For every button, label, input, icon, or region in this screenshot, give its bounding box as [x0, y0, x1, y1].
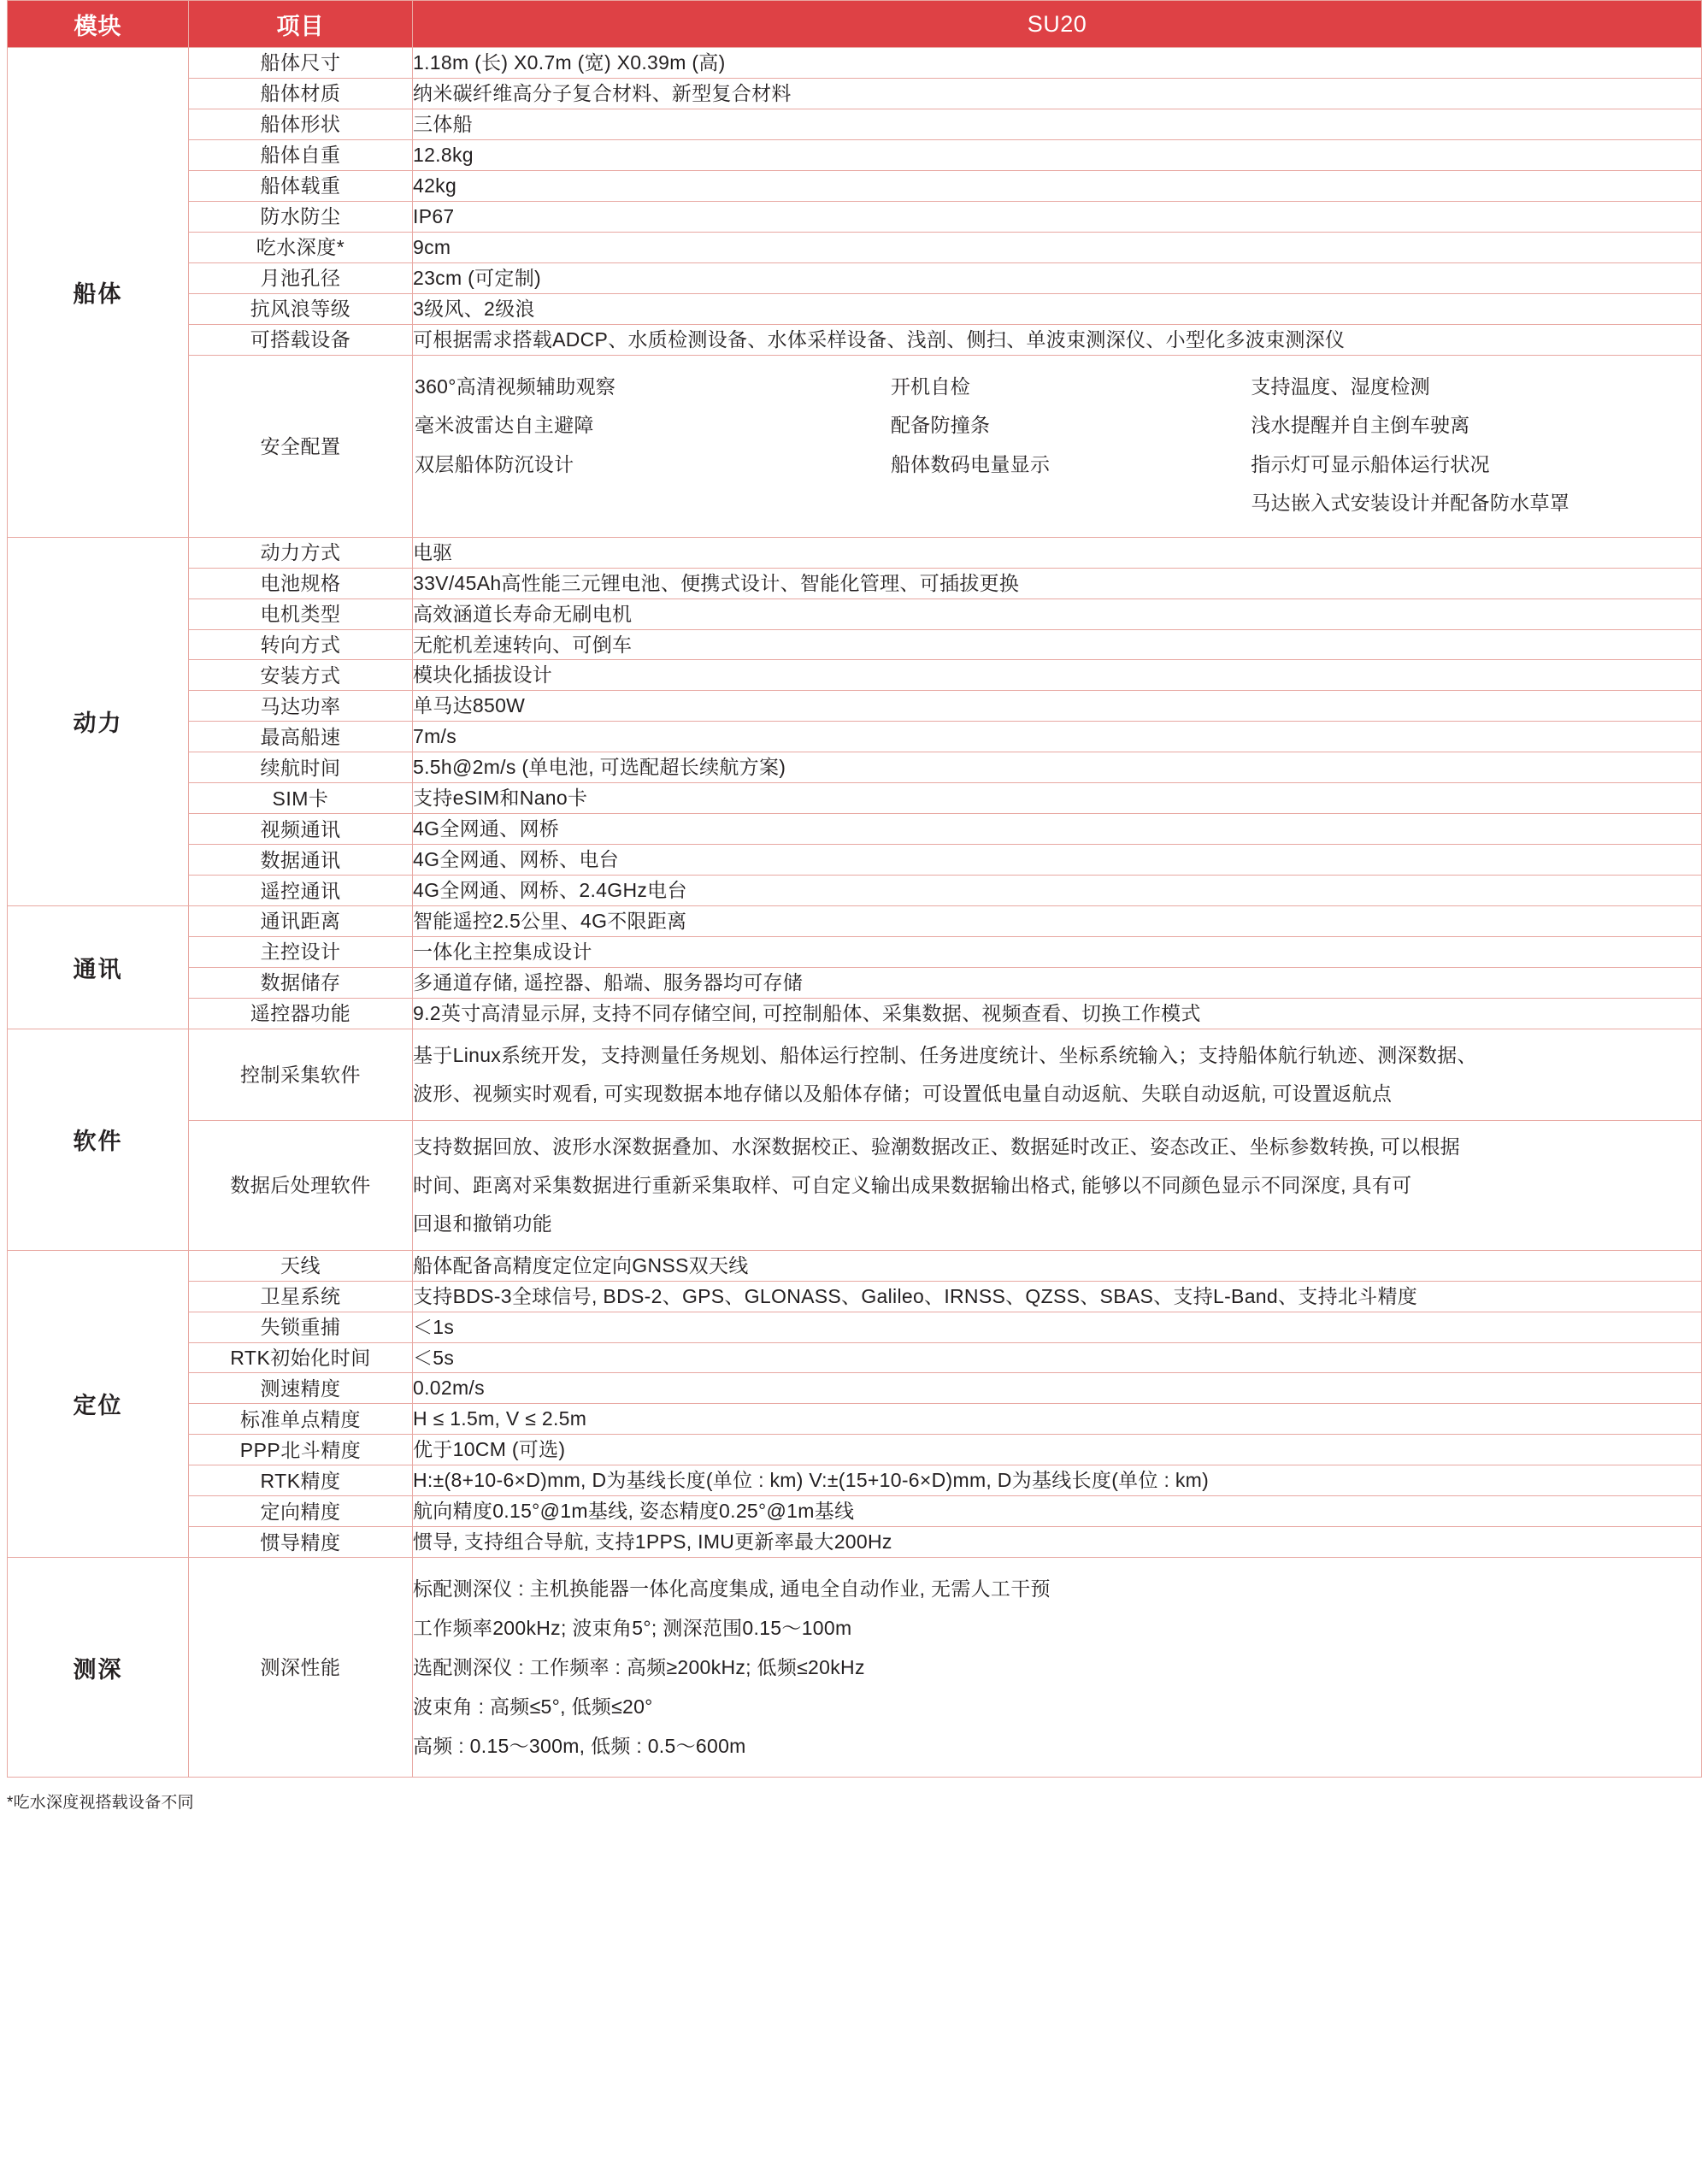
- item-value: 无舵机差速转向、可倒车: [413, 629, 1702, 660]
- item-label: 船体载重: [189, 170, 413, 201]
- item-label: 船体尺寸: [189, 48, 413, 79]
- safety-entry: 双层船体防沉设计: [415, 452, 574, 475]
- table-row: [8, 537, 1702, 568]
- table-row: [8, 109, 1702, 139]
- item-label: 测深性能: [189, 1558, 413, 1778]
- value-line: 时间、距离对采集数据进行重新采集取样、可自定义输出成果数据输出格式, 能够以不同颜色显示不同深度, 具有可: [413, 1173, 1412, 1196]
- item-value: 42kg: [413, 170, 1702, 201]
- table-row: [8, 752, 1702, 783]
- item-label: 主控设计: [189, 937, 413, 968]
- item-label: 可搭载设备: [189, 324, 413, 355]
- item-value: 智能遥控2.5公里、4G不限距离: [413, 906, 1702, 937]
- item-label: 安装方式: [189, 660, 413, 691]
- table-row: [8, 937, 1702, 968]
- table-row: [8, 568, 1702, 598]
- value-line: 基于Linux系统开发，支持测量任务规划、船体运行控制、任务进度统计、坐标系统输入；支持船体航行轨迹、测深数据、: [413, 1043, 1477, 1066]
- table-head: [8, 1, 1702, 48]
- item-value: 12.8kg: [413, 139, 1702, 170]
- item-value: IP67: [413, 201, 1702, 232]
- table-row: [8, 845, 1702, 876]
- item-value-safety: [413, 355, 1702, 537]
- specification-table: [7, 0, 1702, 1778]
- table-row: [8, 293, 1702, 324]
- table-row: [8, 722, 1702, 752]
- item-value: 可根据需求搭载ADCP、水质检测设备、水体采样设备、浅剖、侧扫、单波束测深仪、小型化多波束测深仪: [413, 324, 1702, 355]
- table-row: [8, 78, 1702, 109]
- safety-column-2: [891, 368, 1251, 523]
- item-label: 马达功率: [189, 691, 413, 722]
- item-label: 船体形状: [189, 109, 413, 139]
- item-label: 动力方式: [189, 537, 413, 568]
- item-value: 支持eSIM和Nano卡: [413, 783, 1702, 814]
- item-label: RTK精度: [189, 1465, 413, 1496]
- item-value: 船体配备高精度定位定向GNSS双天线: [413, 1250, 1702, 1281]
- item-label: 控制采集软件: [189, 1029, 413, 1120]
- item-label: 通讯距离: [189, 906, 413, 937]
- table-body: [8, 48, 1702, 1778]
- table-row: [8, 262, 1702, 293]
- module-cell-hull: 船体: [8, 48, 189, 538]
- safety-entry: 浅水提醒并自主倒车驶离: [1251, 414, 1470, 437]
- item-value: 多通道存储, 遥控器、船端、服务器均可存储: [413, 968, 1702, 999]
- module-cell-software: 软件: [8, 1029, 189, 1250]
- table-row: [8, 1029, 1702, 1120]
- table-row: [8, 1527, 1702, 1558]
- item-label: SIM卡: [189, 783, 413, 814]
- table-row: [8, 1342, 1702, 1373]
- table-row: [8, 629, 1702, 660]
- table-row: [8, 1496, 1702, 1527]
- item-value: 支持BDS-3全球信号, BDS-2、GPS、GLONASS、Galileo、IRNSS、QZSS、SBAS、支持L-Band、支持北斗精度: [413, 1281, 1702, 1312]
- item-label: 防水防尘: [189, 201, 413, 232]
- item-label: 月池孔径: [189, 262, 413, 293]
- item-value: 9cm: [413, 232, 1702, 262]
- value-line: 支持数据回放、波形水深数据叠加、水深数据校正、验潮数据改正、数据延时改正、姿态改正、坐标参数转换, 可以根据: [413, 1135, 1460, 1158]
- table-row: [8, 48, 1702, 79]
- table-row: [8, 1558, 1702, 1778]
- item-value: 4G全网通、网桥、2.4GHz电台: [413, 876, 1702, 906]
- item-label: 天线: [189, 1250, 413, 1281]
- table-row: [8, 1373, 1702, 1404]
- item-value: 电驱: [413, 537, 1702, 568]
- safety-column-3: [1251, 368, 1701, 523]
- item-value: 模块化插拔设计: [413, 660, 1702, 691]
- safety-entry: 配备防撞条: [890, 414, 991, 437]
- table-row: [8, 814, 1702, 845]
- table-row: [8, 201, 1702, 232]
- item-value: 纳米碳纤维高分子复合材料、新型复合材料: [413, 78, 1702, 109]
- table-row: [8, 998, 1702, 1029]
- item-value: 高效涵道长寿命无刷电机: [413, 598, 1702, 629]
- item-label: 安全配置: [189, 355, 413, 537]
- column-header-item: 项目: [189, 1, 413, 48]
- item-label: 失锁重捕: [189, 1312, 413, 1342]
- item-label: 卫星系统: [189, 1281, 413, 1312]
- item-label: 遥控器功能: [189, 998, 413, 1029]
- safety-entry: 船体数码电量显示: [890, 452, 1051, 475]
- table-row: [8, 1250, 1702, 1281]
- table-row: [8, 660, 1702, 691]
- item-value: 33V/45Ah高性能三元锂电池、便携式设计、智能化管理、可插拔更换: [413, 568, 1702, 598]
- safety-column-1: [413, 368, 891, 523]
- table-row: [8, 324, 1702, 355]
- value-line: 波束角 : 高频≤5°, 低频≤20°: [413, 1695, 653, 1719]
- item-value-multiline: [413, 1558, 1702, 1778]
- table-row: [8, 139, 1702, 170]
- safety-entry: 指示灯可显示船体运行状况: [1251, 452, 1490, 475]
- item-value: 一体化主控集成设计: [413, 937, 1702, 968]
- item-label: 数据后处理软件: [189, 1120, 413, 1250]
- column-header-model: SU20: [413, 1, 1702, 48]
- item-label: 数据通讯: [189, 845, 413, 876]
- safety-entry: 开机自检: [890, 374, 971, 398]
- table-row: [8, 170, 1702, 201]
- table-row: [8, 968, 1702, 999]
- value-line: 标配测深仪 : 主机换能器一体化高度集成, 通电全自动作业, 无需人工干预: [413, 1577, 1051, 1601]
- item-value: ＜5s: [413, 1342, 1702, 1373]
- item-label: 续航时间: [189, 752, 413, 783]
- item-label: RTK初始化时间: [189, 1342, 413, 1373]
- safety-entry: 毫米波雷达自主避障: [415, 414, 594, 437]
- item-label: 船体自重: [189, 139, 413, 170]
- table-row: [8, 1312, 1702, 1342]
- item-value: 9.2英寸高清显示屏, 支持不同存储空间, 可控制船体、采集数据、视频查看、切换工作模式: [413, 998, 1702, 1029]
- safety-entry: 支持温度、湿度检测: [1251, 374, 1430, 398]
- table-header-row: [8, 1, 1702, 48]
- safety-entry: 马达嵌入式安装设计并配备防水草罩: [1251, 492, 1570, 515]
- value-line: 回退和撤销功能: [413, 1212, 553, 1235]
- module-cell-positioning: 定位: [8, 1250, 189, 1558]
- value-line: 工作频率200kHz; 波束角5°; 测深范围0.15～100m: [413, 1617, 852, 1640]
- table-row: [8, 1404, 1702, 1435]
- table-row: [8, 783, 1702, 814]
- item-label: 电池规格: [189, 568, 413, 598]
- table-row: [8, 1281, 1702, 1312]
- table-row: [8, 876, 1702, 906]
- item-value: ＜1s: [413, 1312, 1702, 1342]
- item-label: 数据储存: [189, 968, 413, 999]
- item-value: H:±(8+10-6×D)mm, D为基线长度(单位 : km) V:±(15+10-6×D)mm, D为基线长度(单位 : km): [413, 1465, 1702, 1496]
- table-row: [8, 691, 1702, 722]
- item-value: 航向精度0.15°@1m基线, 姿态精度0.25°@1m基线: [413, 1496, 1702, 1527]
- item-label: 船体材质: [189, 78, 413, 109]
- item-value: H ≤ 1.5m, V ≤ 2.5m: [413, 1404, 1702, 1435]
- item-value: 4G全网通、网桥、电台: [413, 845, 1702, 876]
- module-cell-sounding: 测深: [8, 1558, 189, 1778]
- safety-entry: 360°高清视频辅助观察: [415, 374, 616, 398]
- item-label: 定向精度: [189, 1496, 413, 1527]
- table-row: [8, 598, 1702, 629]
- module-cell-power: 动力: [8, 537, 189, 905]
- item-value: 7m/s: [413, 722, 1702, 752]
- item-label: 遥控通讯: [189, 876, 413, 906]
- table-row: [8, 1465, 1702, 1496]
- item-label: 吃水深度*: [189, 232, 413, 262]
- item-label: 最高船速: [189, 722, 413, 752]
- item-value: 3级风、2级浪: [413, 293, 1702, 324]
- value-line: 高频 : 0.15～300m, 低频 : 0.5～600m: [413, 1735, 746, 1758]
- item-label: 标准单点精度: [189, 1404, 413, 1435]
- value-line: 选配测深仪 : 工作频率 : 高频≥200kHz; 低频≤20kHz: [413, 1656, 865, 1679]
- item-label: 测速精度: [189, 1373, 413, 1404]
- column-header-module: 模块: [8, 1, 189, 48]
- module-cell-comm: 通讯: [8, 906, 189, 1029]
- footnote: *吃水深度视搭载设备不同: [7, 1794, 194, 1813]
- item-value: 23cm (可定制): [413, 262, 1702, 293]
- safety-config-columns: [413, 356, 1701, 537]
- table-row: [8, 906, 1702, 937]
- item-value: 4G全网通、网桥: [413, 814, 1702, 845]
- item-value: 优于10CM (可选): [413, 1435, 1702, 1465]
- item-value: 三体船: [413, 109, 1702, 139]
- value-line: 波形、视频实时观看, 可实现数据本地存储以及船体存储；可设置低电量自动返航、失联自动返航, 可设置返航点: [413, 1082, 1393, 1105]
- item-label: 视频通讯: [189, 814, 413, 845]
- table-row: [8, 232, 1702, 262]
- item-value-multiline: [413, 1029, 1702, 1120]
- item-value-multiline: [413, 1120, 1702, 1250]
- item-value: 单马达850W: [413, 691, 1702, 722]
- table-row-safety-config: [8, 355, 1702, 537]
- item-label: 转向方式: [189, 629, 413, 660]
- item-value: 1.18m (长) X0.7m (宽) X0.39m (高): [413, 48, 1702, 79]
- item-value: 0.02m/s: [413, 1373, 1702, 1404]
- table-row: [8, 1435, 1702, 1465]
- table-row: [8, 1120, 1702, 1250]
- item-label: 惯导精度: [189, 1527, 413, 1558]
- item-label: 抗风浪等级: [189, 293, 413, 324]
- item-value: 惯导, 支持组合导航, 支持1PPS, IMU更新率最大200Hz: [413, 1527, 1702, 1558]
- item-label: PPP北斗精度: [189, 1435, 413, 1465]
- item-label: 电机类型: [189, 598, 413, 629]
- item-value: 5.5h@2m/s (单电池, 可选配超长续航方案): [413, 752, 1702, 783]
